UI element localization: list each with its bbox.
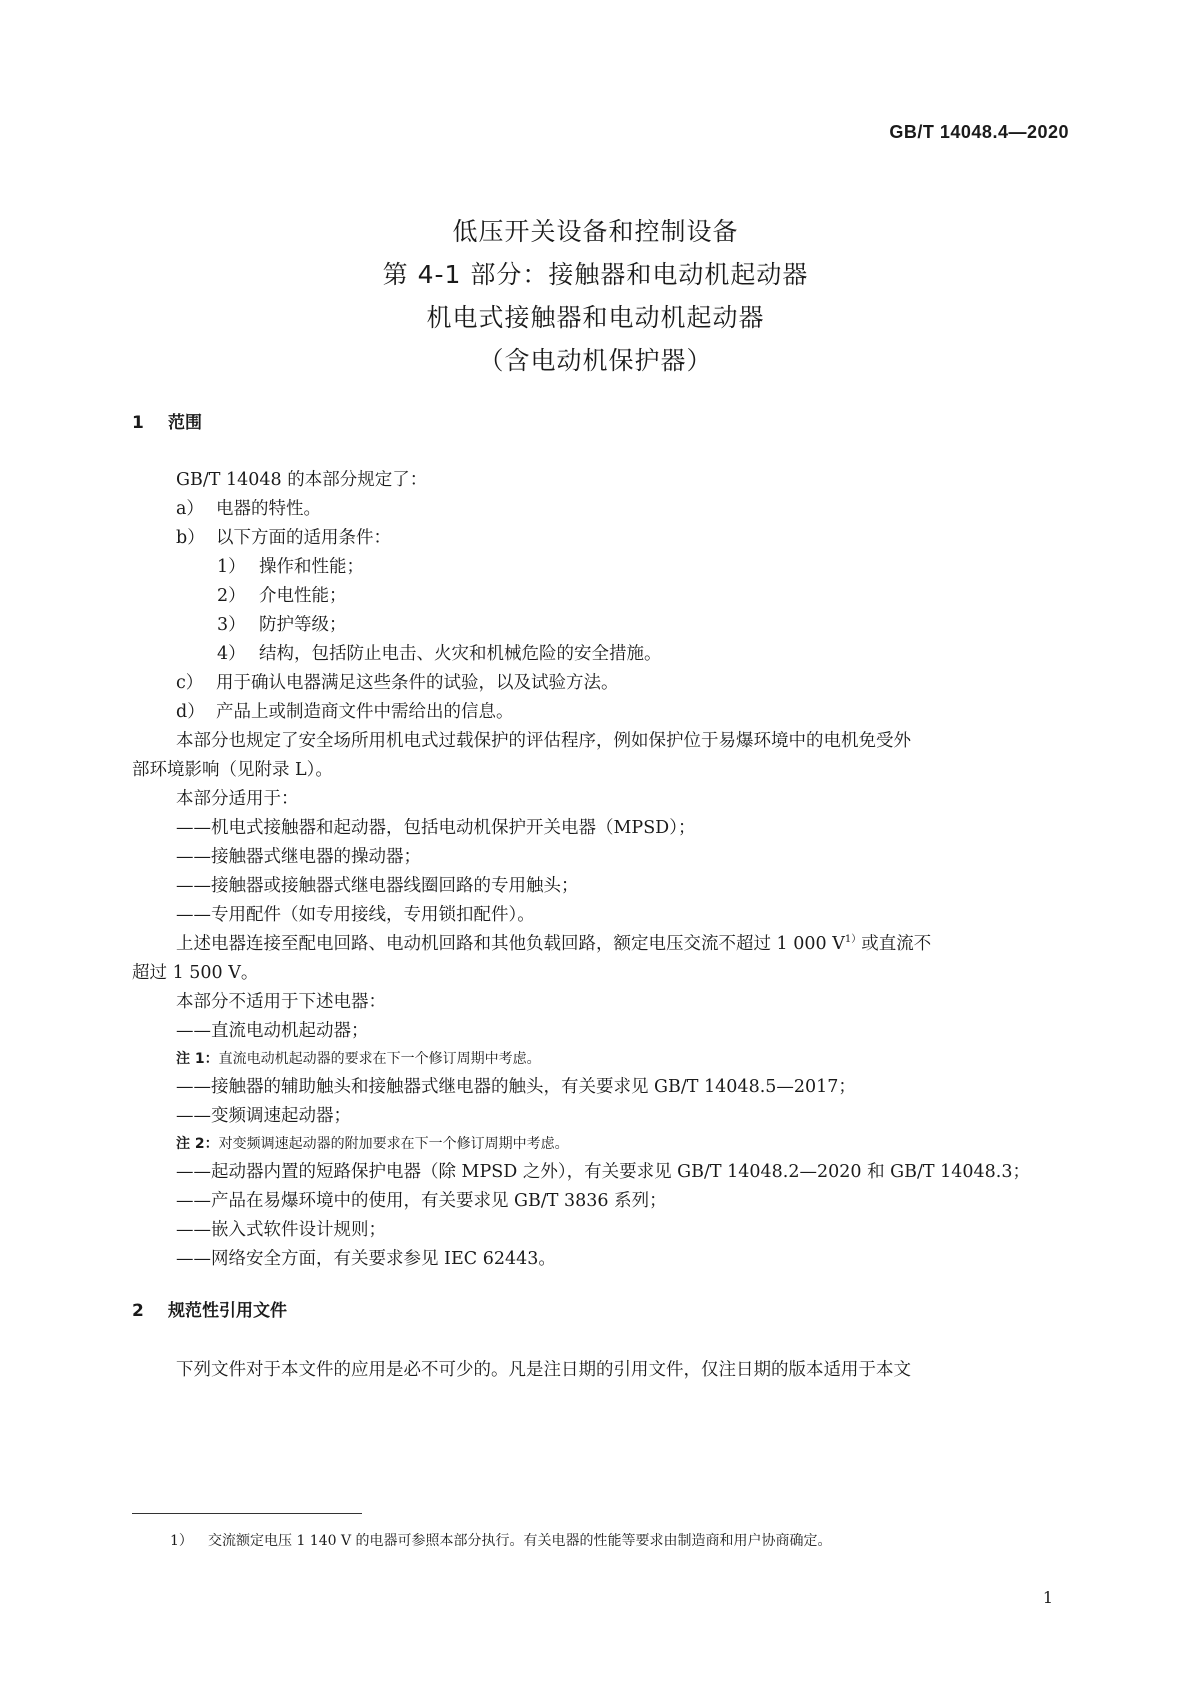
list-item (176, 524, 391, 549)
section-number: 1 (132, 413, 144, 433)
list-text: 结构，包括防止电击、火灾和机械危险的安全措施。 (259, 644, 662, 664)
title-line-4: （含电动机保护器） (478, 346, 713, 375)
dash-list-item: ——产品在易爆环境中的使用，有关要求见 GB/T 3836 系列； (176, 1191, 667, 1211)
paragraph-line: 本部分适用于： (176, 789, 299, 809)
paragraph-text: 或直流不 (861, 934, 932, 954)
dash-list-item: ——专用配件（如专用接线，专用锁扣配件）。 (176, 905, 535, 925)
paragraph-line: 超过 1 500 V。 (132, 963, 259, 983)
note (176, 1048, 541, 1068)
scope-intro: GB/T 14048 的本部分规定了： (176, 470, 428, 490)
section-title: 范围 (168, 413, 202, 433)
list-label: a） (176, 499, 204, 519)
dash-list-item: ——网络安全方面，有关要求参见 IEC 62443。 (176, 1249, 556, 1269)
document-title (0, 210, 1191, 382)
dash-list-item: ——机电式接触器和起动器，包括电动机保护开关电器（MPSD）； (176, 818, 696, 838)
section-title: 规范性引用文件 (168, 1301, 287, 1321)
list-label: 4） (217, 644, 246, 664)
paragraph-line: 下列文件对于本文件的应用是必不可少的。凡是注日期的引用文件，仅注日期的版本适用于本文 (176, 1360, 911, 1380)
list-text: 操作和性能； (259, 557, 364, 577)
list-label: 2） (217, 586, 246, 606)
paragraph-line (176, 930, 931, 955)
list-text: 产品上或制造商文件中需给出的信息。 (216, 702, 514, 722)
dash-list-item: ——直流电动机起动器； (176, 1021, 369, 1041)
document-id: GB/T 14048.4—2020 (889, 122, 1069, 142)
page-number: 1 (1042, 1588, 1053, 1607)
list-text: 防护等级； (259, 615, 347, 635)
title-line-2: 第 4-1 部分：接触器和电动机起动器 (382, 260, 809, 289)
list-label: c） (176, 673, 204, 693)
section-1-heading (132, 408, 202, 433)
list-text: 电器的特性。 (216, 499, 321, 519)
sub-list-item (217, 553, 364, 578)
list-item (176, 495, 321, 520)
list-label: b） (176, 528, 205, 548)
footnote-text: 交流额定电压 1 140 V 的电器可参照本部分执行。有关电器的性能等要求由制造商和用户协商确定。 (208, 1533, 832, 1549)
note-label: 注 2： (176, 1136, 219, 1152)
footnote-divider (132, 1513, 362, 1514)
sub-list-item (217, 582, 347, 607)
list-label: 1） (217, 557, 246, 577)
dash-list-item: ——接触器式继电器的操动器； (176, 847, 421, 867)
dash-list-item: ——起动器内置的短路保护电器（除 MPSD 之外），有关要求见 GB/T 14048.2—2020 和 GB/T 14048.3； (176, 1162, 1030, 1182)
list-label: 3） (217, 615, 246, 635)
list-label: d） (176, 702, 205, 722)
note-text: 对变频调速起动器的附加要求在下一个修订周期中考虑。 (218, 1136, 569, 1152)
note (176, 1133, 569, 1153)
footnote (170, 1530, 832, 1550)
sub-list-item (217, 611, 347, 636)
dash-list-item: ——变频调速起动器； (176, 1106, 351, 1126)
list-item (176, 698, 514, 723)
dash-list-item: ——接触器或接触器式继电器线圈回路的专用触头； (176, 876, 579, 896)
section-number: 2 (132, 1301, 144, 1321)
title-line-3: 机电式接触器和电动机起动器 (426, 303, 765, 332)
paragraph-line: 本部分不适用于下述电器： (176, 992, 386, 1012)
dash-list-item: ——接触器的辅助触头和接触器式继电器的触头，有关要求见 GB/T 14048.5—2017； (176, 1077, 856, 1097)
list-text: 以下方面的适用条件： (216, 528, 391, 548)
sub-list-item (217, 640, 662, 665)
dash-list-item: ——嵌入式软件设计规则； (176, 1220, 386, 1240)
note-label: 注 1： (176, 1051, 219, 1067)
paragraph-line: 本部分也规定了安全场所用机电式过载保护的评估程序，例如保护位于易爆环境中的电机免受外 (176, 731, 911, 751)
list-item (176, 669, 619, 694)
paragraph-line: 部环境影响（见附录 L）。 (132, 760, 333, 780)
note-text: 直流电动机起动器的要求在下一个修订周期中考虑。 (218, 1051, 541, 1067)
list-text: 用于确认电器满足这些条件的试验，以及试验方法。 (216, 673, 619, 693)
section-2-heading (132, 1296, 287, 1321)
footnote-number: 1） (170, 1533, 193, 1549)
paragraph-text: 上述电器连接至配电回路、电动机回路和其他负载回路，额定电压交流不超过 1 000 V (176, 934, 845, 954)
footnote-ref: 1） (844, 934, 862, 945)
title-line-1: 低压开关设备和控制设备 (452, 217, 739, 246)
list-text: 介电性能； (259, 586, 347, 606)
